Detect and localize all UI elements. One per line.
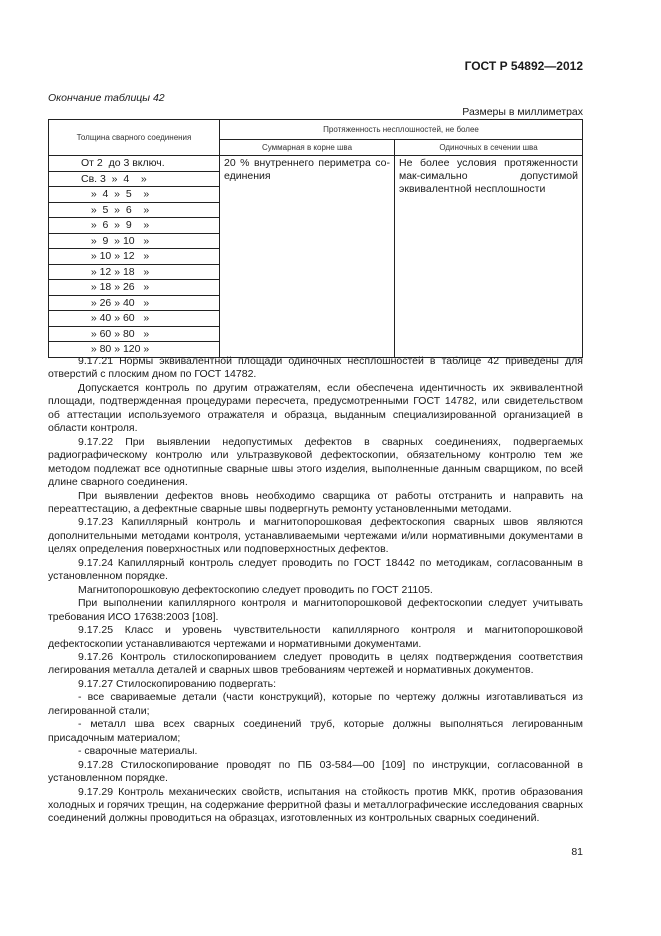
thickness-cell: От 2 до 3 включ. — [49, 156, 220, 172]
thickness-cell: » 9 » 10 » — [49, 233, 220, 249]
paragraph: 9.17.26 Контроль стилоскопированием следует проводить в целях подтверждения соответствия легирования металла деталей и сварных швов требованиям чертежей и нормативных документов. — [48, 650, 583, 677]
col-root-header: Суммарная в корне шва — [220, 140, 395, 156]
paragraph: Магнитопорошковую дефектоскопию следует проводить по ГОСТ 21105. — [78, 583, 433, 596]
thickness-cell: » 60 » 80 » — [49, 326, 220, 342]
thickness-cell: » 12 » 18 » — [49, 264, 220, 280]
table-row — [49, 156, 583, 172]
thickness-cell: » 5 » 6 » — [49, 202, 220, 218]
root-value-cell: 20 % внутреннего периметра со-единения — [220, 156, 395, 358]
paragraph: При выявлении дефектов вновь необходимо сварщика от работы отстранить и направить на переаттестацию, а дефектные сварные швы подвергнуть ремонту установленными методами. — [48, 489, 583, 515]
page-number: 81 — [571, 846, 583, 858]
col-section-header: Одиночных в сечении шва — [395, 140, 583, 156]
paragraph: 9.17.25 Класс и уровень чувствительности капиллярного контроля и магнитопорошковой дефектоскопии устанавливаются чертежами и нормативными документами. — [48, 624, 583, 650]
section-value-cell: Не более условия протяженности мак-симально допустимой эквивалентной несплошности — [395, 156, 583, 358]
paragraph: 9.17.24 Капиллярный контроль следует проводить по ГОСТ 18442 по методикам, согласованным в установленном порядке. — [48, 556, 583, 583]
thickness-cell: Св. 3 » 4 » — [49, 171, 220, 187]
body-text — [48, 355, 583, 826]
paragraph: - металл шва всех сварных соединений труб, которые должны выполняться легированным присадочным материалом; — [48, 718, 583, 744]
paragraph: - сварочные материалы. — [78, 745, 198, 758]
paragraph: При выполнении капиллярного контроля и магнитопорошковой дефектоскопии следует учитывать требования ИСО 17638:2003 [108]. — [48, 597, 583, 623]
table-42 — [48, 119, 583, 358]
thickness-cell: » 80 » 120 » — [49, 342, 220, 358]
paragraph: 9.17.28 Стилоскопирование проводят по ПБ 03-584—00 [109] по инструкции, согласованной в установленном порядке. — [48, 758, 583, 785]
col-thickness-header: Толщина сварного соединения — [49, 120, 220, 156]
paragraph: - все свариваемые детали (части конструкций), которые по чертежу должны изготавливаться из легированной стали; — [48, 691, 583, 717]
table-caption: Окончание таблицы 42 — [48, 92, 165, 104]
thickness-cell: » 6 » 9 » — [49, 218, 220, 234]
paragraph: 9.17.22 При выявлении недопустимых дефектов в сварных соединениях, подвергаемых радиографическому контролю или ультразвуковой дефектоскопии, обязательному контролю тем же методом подлежат все однотипные сварные швы этого изделия, выполненные данным сварщиком, по всей длине сварного соединения. — [48, 435, 583, 489]
thickness-cell: » 4 » 5 » — [49, 187, 220, 203]
table-units: Размеры в миллиметрах — [462, 106, 583, 118]
thickness-cell: » 40 » 60 » — [49, 311, 220, 327]
standard-header: ГОСТ Р 54892—2012 — [464, 59, 583, 73]
paragraph: 9.17.29 Контроль механических свойств, испытания на стойкость против МКК, против образования холодных и горячих трещин, на содержание ферритной фазы и металлографические исследования сварных соединений должны проводиться на образцах, изготовленных из контрольных сварных соединений. — [48, 785, 583, 825]
col-length-group-header: Протяженность несплошностей, не более — [220, 120, 583, 140]
thickness-cell: » 26 » 40 » — [49, 295, 220, 311]
paragraph: Допускается контроль по другим отражателям, если обеспечена идентичность их эквивалентной площади, подтвержденная процедурами пересчета, предусмотренными ГОСТ 14782, или свидетельством об аттестации используемого отражателя и образца, выданным специализированной организацией в области контроля. — [48, 381, 583, 435]
paragraph: 9.17.21 Нормы эквивалентной площади одиночных несплошностей в таблице 42 приведены для отверстий с плоским дном по ГОСТ 14782. — [48, 355, 583, 381]
paragraph: 9.17.27 Стилоскопированию подвергать: — [78, 677, 277, 690]
thickness-cell: » 10 » 12 » — [49, 249, 220, 265]
thickness-cell: » 18 » 26 » — [49, 280, 220, 296]
paragraph: 9.17.23 Капиллярный контроль и магнитопорошковая дефектоскопия сварных швов являются дополнительными методами контроля, устанавливаемыми чертежами и/или нормативными документами в целях определения поверхностных или подповерхностных дефектов. — [48, 516, 583, 556]
